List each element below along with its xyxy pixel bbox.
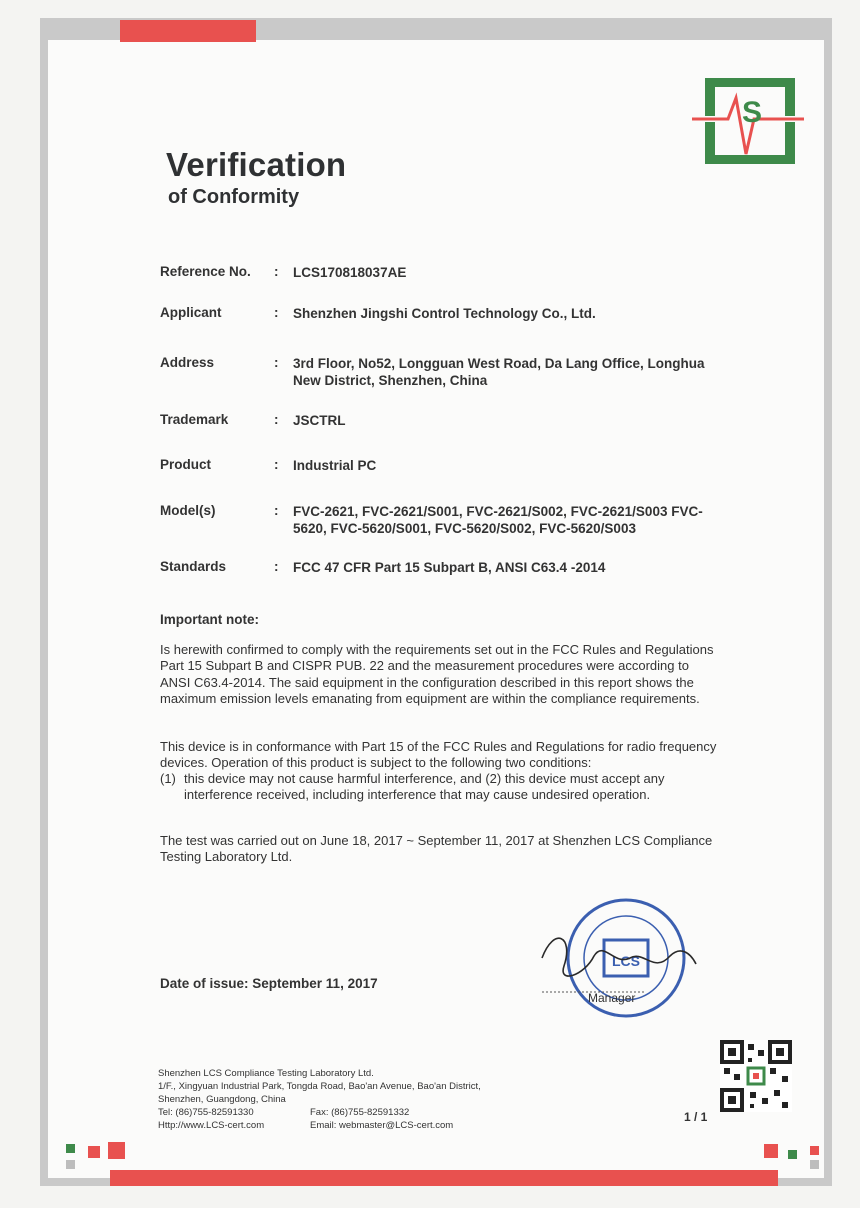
- field-label: Model(s): [160, 503, 216, 518]
- corner-square: [810, 1160, 819, 1169]
- field-label: Product: [160, 457, 212, 472]
- footer-website-link[interactable]: Http://www.LCS-cert.com: [158, 1120, 265, 1131]
- svg-text:LCS: LCS: [612, 953, 640, 969]
- note-paragraph: Is herewith confirmed to comply with the requirements set out in the FCC Rules and Regulations Part 15 Subpart B and CISPR PUB. 22 and the measurement procedures were according to ANSI C63.4-2014. The said equipment in the configuration described in this report shows the maximum emission levels emanating from equipment are within the compliance requirements.: [160, 642, 714, 706]
- footer-email-link[interactable]: Email: webmaster@LCS-cert.com: [310, 1120, 454, 1131]
- field-colon: :: [274, 305, 279, 320]
- corner-square: [764, 1144, 778, 1158]
- issue-date: Date of issue: September 11, 2017: [160, 976, 378, 991]
- field-value: JSCTRL: [293, 413, 346, 428]
- field-colon: :: [274, 264, 279, 279]
- field-colon: :: [274, 559, 279, 574]
- field-value: LCS170818037AE: [293, 265, 407, 280]
- note-heading: Important note:: [160, 612, 259, 627]
- corner-square: [810, 1146, 819, 1155]
- corner-square: [66, 1144, 75, 1153]
- footer-company: Shenzhen LCS Compliance Testing Laboratory Ltd.: [158, 1068, 374, 1079]
- field-value: FCC 47 CFR Part 15 Subpart B, ANSI C63.4 -2014: [293, 560, 606, 575]
- field-value: 3rd Floor, No52, Longguan West Road, Da Lang Office, Longhua New District, Shenzhen, China: [293, 356, 705, 388]
- signatory-role: Manager: [588, 991, 636, 1005]
- field-label: Reference No.: [160, 264, 251, 279]
- footer-contact-left: [158, 1106, 264, 1132]
- corner-square: [66, 1160, 75, 1169]
- field-colon: :: [274, 503, 279, 518]
- top-red-bar: [120, 20, 256, 42]
- footer-address: Shenzhen, Guangdong, China: [158, 1094, 286, 1105]
- field-colon: :: [274, 457, 279, 472]
- corner-square: [788, 1150, 797, 1159]
- lcs-logo-icon: [692, 78, 804, 164]
- field-label: Applicant: [160, 305, 222, 320]
- note-paragraph: This device is in conformance with Part 15 of the FCC Rules and Regulations for radio frequency devices. Operation of this product is subject to the following two conditions:: [160, 739, 717, 771]
- field-colon: :: [274, 412, 279, 427]
- field-label: Trademark: [160, 412, 229, 427]
- field-value: Industrial PC: [293, 458, 377, 473]
- svg-text:S: S: [741, 96, 763, 129]
- qr-code-icon[interactable]: [720, 1040, 792, 1112]
- corner-square: [88, 1146, 100, 1158]
- footer-fax: Fax: (86)755-82591332: [310, 1107, 410, 1118]
- corner-square: [108, 1142, 125, 1159]
- footer-company-info: [158, 1067, 481, 1106]
- certificate-paper: [48, 40, 824, 1178]
- document-subtitle: of Conformity: [168, 186, 300, 208]
- page-number: 1 / 1: [684, 1110, 708, 1124]
- field-value: Shenzhen Jingshi Control Technology Co., Ltd.: [293, 306, 596, 321]
- footer-address: 1/F., Xingyuan Industrial Park, Tongda Road, Bao'an Avenue, Bao'an District,: [158, 1081, 481, 1092]
- field-label: Address: [160, 355, 215, 370]
- field-label: Standards: [160, 559, 227, 574]
- field-colon: :: [274, 355, 279, 370]
- footer-contact-right: [310, 1106, 453, 1132]
- footer-tel: Tel: (86)755-82591330: [158, 1107, 254, 1118]
- approval-seal-icon: [534, 896, 704, 1026]
- field-value: FVC-2621, FVC-2621/S001, FVC-2621/S002, FVC-2621/S003 FVC-5620, FVC-5620/S001, FVC-5620/S002, FVC-5620/S003: [293, 504, 703, 536]
- document-title: Verification: [166, 146, 347, 183]
- condition-number: (1): [160, 771, 176, 786]
- condition-text: this device may not cause harmful interference, and (2) this device must accept any interference received, including interference that may cause undesired operation.: [184, 771, 665, 803]
- bottom-red-bar: [110, 1170, 778, 1186]
- note-paragraph: The test was carried out on June 18, 2017 ~ September 11, 2017 at Shenzhen LCS Compliance Testing Laboratory Ltd.: [160, 833, 713, 865]
